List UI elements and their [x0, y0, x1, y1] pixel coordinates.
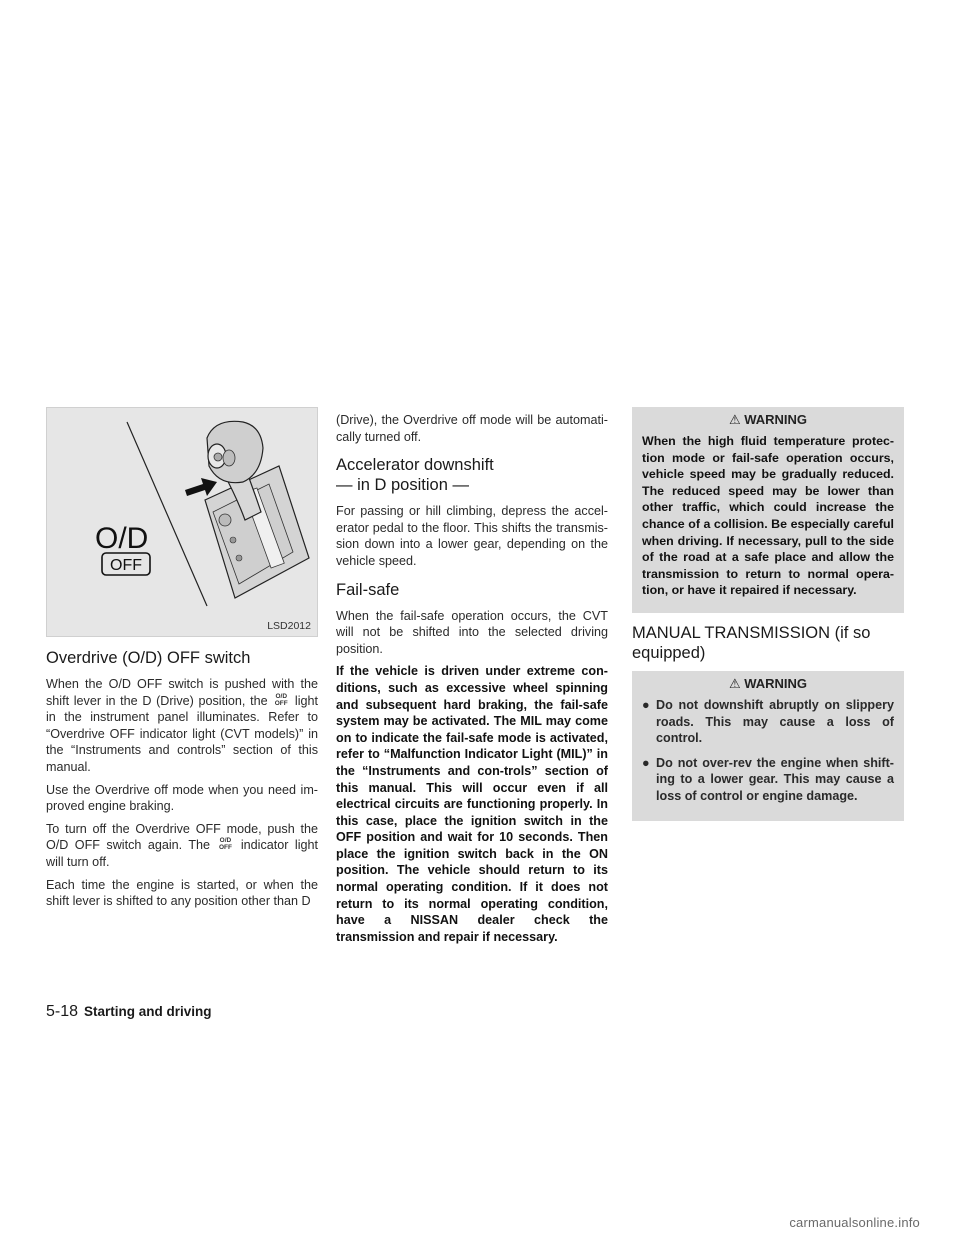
warning-triangle-icon: ⚠ [728, 412, 741, 427]
heading-manual-transmission: MANUAL TRANSMISSION (if so equipped) [632, 623, 871, 662]
paragraph-fail-safe: When the fail-safe operation occurs, the CVT will not be shifted into the selected driving position. [336, 608, 608, 656]
paragraph-od-3 [46, 821, 318, 871]
warning-triangle-icon: ⚠ [728, 675, 741, 691]
warning-text-fluid-temperature: When the high fluid temperature protec-tion mode or fail-safe operation occurs, vehicle speed may be gradually reduced. The reduced speed may be lower than other traffic, which could increase the chance of a collision. Be especially careful when driving. If necessary, pull to the side of the road at a safe place and allow the transmission to return to normal opera-tion, or have it repaired if necessary. [642, 434, 894, 598]
site-watermark: carmanualsonline.info [789, 1215, 920, 1230]
bullet-icon: ● [642, 697, 650, 712]
page-number: 5-18 [46, 1003, 79, 1020]
bullet-text: Do not downshift abruptly on slippery roads. This may cause a loss of control. [656, 697, 894, 746]
paragraph-od-3-b: indicator light will turn off. [46, 838, 318, 869]
heading-fail-safe: Fail-safe [336, 580, 400, 599]
heading-od-off-switch: Overdrive (O/D) OFF switch [46, 649, 251, 667]
od-off-indicator-icon: O/D OFF [274, 692, 288, 707]
shift-lever-figure [46, 407, 318, 637]
paragraph-od-3-a: To turn off the Overdrive OFF mode, push the O/D OFF switch again. The [46, 821, 318, 853]
heading-accelerator-downshift: Accelerator downshift — in D position — [336, 456, 494, 495]
figure-code: LSD2012 [267, 620, 311, 632]
warning-box-manual-transmission [632, 671, 904, 821]
paragraph-od-1-a: When the O/D OFF switch is pushed with the shift lever in the D (Drive) position, the [46, 677, 318, 708]
warning-title: ⚠ WARNING [728, 675, 808, 691]
paragraph-fail-safe-warning: If the vehicle is driven under extreme con-ditions, such as excessive wheel spinning and subsequent hard braking, the fail-safe system may be activated. The MIL may come on to indicate the fail-safe mode is activated, refer to “Malfunction Indicator Light (MIL)” in the “Instruments and con-trols” section of this manual. This will occur even if all electrical circuits are functioning properly. In this case, place the ignition switch in the OFF position and wait for 10 seconds. Then place the ignition switch back in the ON position. The vehicle should return to its normal operating condition. If it does not return to its normal operating condition, have a NISSAN dealer check the transmission and repair if necessary. [336, 664, 608, 944]
paragraph-od-2: Use the Overdrive off mode when you need im-proved engine braking. [46, 782, 318, 814]
column-1 [46, 648, 318, 916]
warning-box-fluid-temperature [632, 407, 904, 613]
od-off-indicator-icon: O/D OFF [218, 837, 232, 852]
paragraph-od-1 [46, 676, 318, 776]
warning-bullet [642, 697, 894, 747]
page-footer [46, 1003, 212, 1021]
od-label: O/D [95, 522, 149, 555]
warning-bullet [642, 755, 894, 805]
paragraph-od-4: Each time the engine is started, or when the shift lever is shifted to any position other than D [46, 877, 318, 909]
column-2 [336, 412, 608, 951]
chapter-title: Starting and driving [84, 1004, 212, 1019]
warning-title: ⚠ WARNING [728, 412, 808, 427]
off-label: OFF [110, 557, 142, 574]
column-3 [632, 407, 904, 821]
paragraph-od-1-b: light in the instrument panel illuminates. Refer to “Overdrive OFF indicator light (CVT models)” in the “Instruments and controls” section of this manual. [46, 693, 318, 774]
shift-lever-illustration [47, 408, 319, 638]
paragraph-continued: (Drive), the Overdrive off mode will be automati-cally turned off. [336, 413, 608, 444]
paragraph-accelerator: For passing or hill climbing, depress the accel-erator pedal to the floor. This shifts the transmis-sion down into a lower gear, depending on the vehicle speed. [336, 504, 608, 568]
bullet-icon: ● [642, 755, 650, 770]
bullet-text: Do not over-rev the engine when shift-ing to a lower gear. This may cause a loss of control or engine damage. [656, 755, 894, 803]
